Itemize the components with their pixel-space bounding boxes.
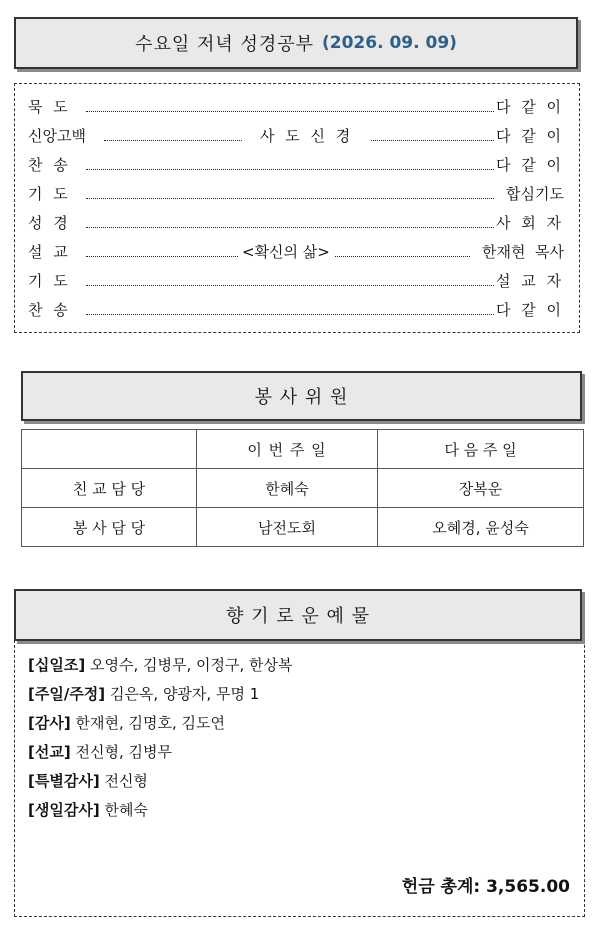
table-row (22, 469, 584, 508)
order-of-service-box (14, 83, 580, 333)
order-label: 성 경 (28, 214, 71, 232)
service-committee-table (21, 429, 584, 547)
order-leader: 다 같 이 (495, 156, 564, 174)
offering-item (28, 654, 292, 675)
offering-names: 한혜숙 (104, 801, 148, 819)
offering-category: [생일감사] (28, 801, 100, 819)
offering-category: [십일조] (28, 656, 86, 674)
offering-names: 한재현, 김명호, 김도연 (75, 714, 225, 732)
offering-category: [주일/주정] (28, 685, 106, 703)
order-row (28, 125, 564, 149)
order-row (28, 96, 564, 120)
offering-category: [특별감사] (28, 772, 100, 790)
order-leader: 합심기도 (506, 185, 564, 203)
order-row (28, 270, 564, 294)
offering-item (28, 712, 225, 733)
page-title: 수요일 저녁 성경공부 (135, 34, 314, 55)
offering-names: 김은옥, 양광자, 무명 1 (109, 685, 260, 703)
next-week-cell: 오혜경, 윤성숙 (378, 508, 584, 547)
offering-names: 오영수, 김병무, 이정구, 한상복 (89, 656, 293, 674)
order-label: 설 교 (28, 243, 71, 261)
preacher: 한재현 목사 (482, 243, 564, 261)
table-row (22, 508, 584, 547)
offering-item (28, 770, 148, 791)
section-title: 향 기 로 운 예 물 (226, 606, 370, 627)
role-cell: 봉 사 담 당 (22, 508, 197, 547)
this-week-cell: 한혜숙 (197, 469, 378, 508)
order-label: 기 도 (28, 185, 71, 203)
section-title: 봉 사 위 원 (254, 387, 349, 408)
order-leader: 다 같 이 (495, 98, 564, 116)
next-week-cell: 장복운 (378, 469, 584, 508)
order-label: 묵 도 (28, 98, 71, 116)
order-detail: 사 도 신 경 (242, 125, 371, 146)
order-leader: 다 같 이 (495, 127, 564, 145)
offering-header (14, 589, 582, 641)
page-title-banner (14, 17, 578, 69)
offering-category: [감사] (28, 714, 71, 732)
offering-names: 전신형 (104, 772, 148, 790)
order-row (28, 183, 564, 207)
order-leader: 설 교 자 (495, 272, 564, 290)
offering-item (28, 799, 148, 820)
service-committee-header (21, 371, 582, 421)
order-row (28, 212, 564, 236)
offering-total: 헌금 총계: 3,565.00 (401, 877, 570, 897)
offering-item (28, 683, 259, 704)
offering-category: [선교] (28, 743, 71, 761)
order-row (28, 154, 564, 178)
table-header-row (22, 430, 584, 469)
column-header-this-week: 이 번 주 일 (197, 430, 378, 469)
order-row (28, 241, 564, 265)
order-label: 찬 송 (28, 156, 71, 174)
order-label: 기 도 (28, 272, 71, 290)
order-label: 신앙고백 (28, 127, 86, 145)
column-header-next-week: 다 음 주 일 (378, 430, 584, 469)
service-date: (2026. 09. 09) (322, 33, 457, 53)
table-corner-cell (22, 430, 197, 469)
offering-names: 전신형, 김병무 (75, 743, 172, 761)
order-leader: 사 회 자 (495, 214, 564, 232)
role-cell: 친 교 담 당 (22, 469, 197, 508)
order-leader: 다 같 이 (495, 301, 564, 319)
offering-item (28, 741, 172, 762)
this-week-cell: 남전도회 (197, 508, 378, 547)
order-label: 찬 송 (28, 301, 71, 319)
order-row (28, 299, 564, 323)
sermon-title: <확신의 삶> (238, 241, 334, 262)
